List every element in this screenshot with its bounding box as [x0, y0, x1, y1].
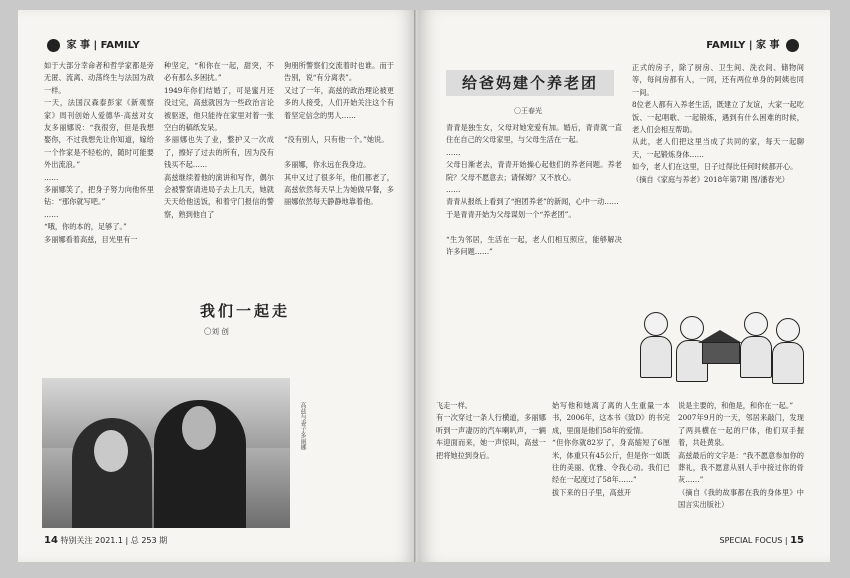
person-body-icon: [740, 336, 772, 378]
right-footer: [720, 535, 805, 546]
house-icon: [702, 342, 740, 364]
right-folio-text: SPECIAL FOCUS |: [719, 536, 788, 545]
right-column-2: 正式的房子，除了厨房、卫生间、洗衣间、储物间等，每间房都有人，一同，还有两位单身的阿姨也同一间。 8位老人都有入养老生活，既建立了友谊，大家一起吃饭、一起唱歌、一起锻炼，遇到有什么困难的时候，老人们会相互帮助。 从此，老人们把这里当成了共同的家，每天一起聊天，一起锻炼身体…… 如今，老人们在这里，日子过得比任何时候都开心。 （摘自《家庭与养老》2018年第7期 图/潘春光）: [632, 63, 804, 184]
photo-woman-face: [94, 430, 128, 472]
left-author: 〇刘 创: [204, 327, 229, 336]
left-column-1: 如于大部分幸命者和哲学家都是旁无匿、流离、动荡终生与法国为敌一样。 一天，法国汉森泰彭家《新观察家》周刊创始人爱德华·高兹对女友多丽娜说：“我很穷，但是我想娶你，不过我想先让你知道，嫁给一个作家是不轻松的，随时可能要外出流浪。” …… 多丽娜笑了，把身子努力向他怀里钻：“那你就写吧。” …… “哦，你的本的，足够了。” 多丽娜看着高兹，目光里有一: [44, 61, 154, 244]
photo-man-face: [182, 406, 216, 450]
left-page: [18, 10, 416, 562]
person-head-icon: [744, 312, 768, 336]
bottom-column-2: 始写他和她离了离的人生重量一本书，2006年，这本书《致D》的书完成，里面是他们58年的爱情。 “但你你就82岁了，身高缩短了6厘米，体重只有45公斤，但是你一如既往的美丽、优雅、令我心动。我们已经在一起度过了58年……” 拔下来的日子里，高兹开: [552, 401, 670, 497]
left-folio-text: 特别关注 2021.1 | 总 253 期: [60, 536, 168, 545]
left-column-2: 种坚定，“和你在一起，甜突，不必有那么多困扰。” 1949年你们结婚了，可是蜜月还没过完，高兹就因为一些政治言论被驱逐，他只能待在家里对着一张空白的稿纸发呆。 多丽娜也失了业，整护又一次成了，擦好了过去的所有，因为没有钱买不起…… 高兹继续着他的演讲和写作，偶尔会被警察请进局子去上几天，她就天天给他送饭，和着守门报信的警察，熟到他自了: [164, 61, 274, 219]
section-badge-icon: [786, 39, 799, 52]
couple-photo: [42, 378, 290, 528]
photo-caption: 高兹与妻子多丽娜: [299, 402, 306, 450]
person-body-icon: [772, 342, 804, 384]
person-body-icon: [640, 336, 672, 378]
bottom-column-1: 飞走一样。 有一次穿过一条人行横道，多丽娜听到一声凄厉的汽车喇叭声，一辆车迎面而来，她一声惊叫，高兹一把将她拉到身后。: [436, 401, 546, 460]
person-head-icon: [776, 318, 800, 342]
right-running-head: [706, 36, 802, 52]
left-column-3: 狗朋所警察们交流着时也谁。而于告别，说“有分离表”。 又过了一年，高兹的政治理论被更多的人接受，人们开始关注这个有着坚定信念的男人…… “没有别人，只有他一个。”她说。 多丽娜，你永远在我身边。 其中又过了很多年，他们都老了，高兹依然每天早上为她做早餐，多丽娜依然每天静静地靠着他。: [284, 61, 394, 207]
right-page-number: 15: [790, 535, 804, 546]
right-author: 〇王春光: [514, 107, 542, 115]
magazine-spread: [18, 10, 830, 562]
right-column-1: 青青是独生女，父母对她宠爱有加。婚后，青青就一直住在自己的父母家里，与父母生活在一起。 …… 父母日渐老去，青青开始操心起他们的养老问题。养老院？父母不愿意去；请保姆？又不放心。 …… 青青从报纸上看到了“抱团养老”的新闻，心中一动…… 于是青青开始为父母谋划一个“养老团”。 “生为邻居，生活在一起，老人们相互照应，能够解决许多问题……”: [446, 123, 622, 257]
left-section-label: 家 事 | FAMILY: [66, 40, 140, 51]
right-section-label: FAMILY | 家 事: [706, 40, 780, 51]
left-running-head: [44, 36, 140, 52]
article-title: 给爸妈建个养老团: [446, 70, 614, 96]
poem-title: 我们一起走: [199, 302, 290, 320]
left-page-number: 14: [44, 535, 58, 546]
left-footer: [44, 535, 167, 546]
elderly-group-illustration: [640, 306, 802, 390]
section-badge-icon: [47, 39, 60, 52]
bottom-column-3: 说是主要的，和他是，和你在一起。” 2007年9月的一天，邻居来敲门，发现了两具横在一起的尸体，他们双手握着，共赴黄泉。 高兹最后的文字是：“我不愿意参加你的葬礼，我不愿意从别人手中接过你的骨灰……” （摘自《我的故事都在我的身体里》中国言实出版社）: [678, 401, 804, 510]
person-head-icon: [644, 312, 668, 336]
